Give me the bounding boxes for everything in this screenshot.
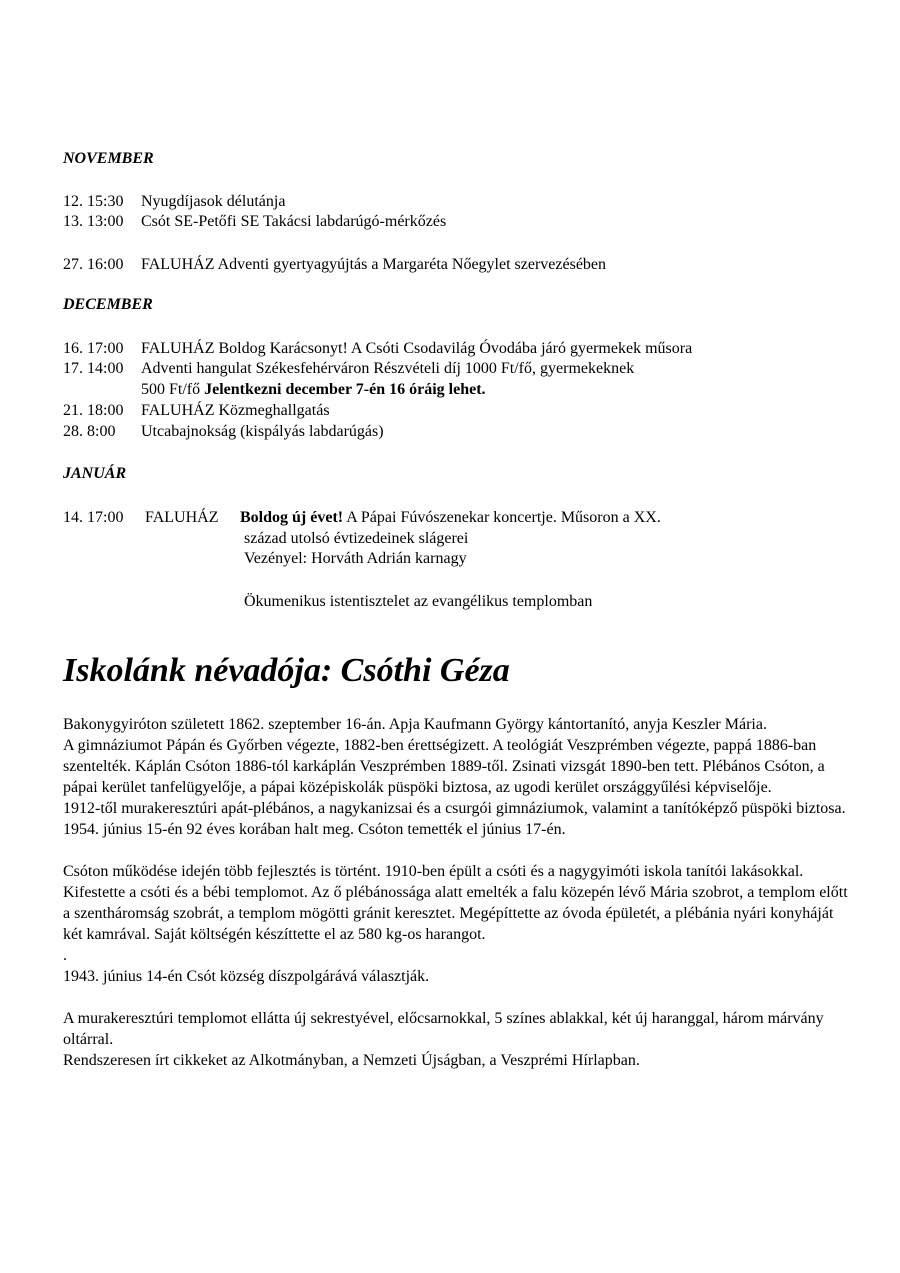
event-place: FALUHÁZ (145, 509, 219, 526)
section-title: Iskolánk névadója: Csóthi Géza (63, 652, 510, 689)
event-row (63, 422, 384, 442)
event-text-line: Vezényel: Horváth Adrián karnagy (244, 550, 467, 567)
event-text: 500 Ft/fő (141, 381, 205, 398)
event-row (63, 401, 330, 421)
bio-paragraph: A gimnáziumot Pápán és Győrben végezte, 1882-ben érettségizett. A teológiát Veszprémben végezte, pappá 1886-ban szentelték. Káplán Csóton 1886-tól karkáplán Veszprémben 1889-től. Zsinati vizsgát 1890-ben tett. Plébános Csóton, a pápai kerület tanfelügyelője, a pápai középiskolák püspöki biztosa, az ugodi kerület országgyűlési képviselője. (63, 737, 825, 796)
event-text: FALUHÁZ Közmeghallgatás (141, 402, 330, 419)
biography-text (63, 714, 853, 1071)
event-date: 28. 8:00 (63, 423, 116, 440)
event-text: FALUHÁZ Boldog Karácsonyt! A Csóti Csodavilág Óvodába járó gyermekek műsora (141, 340, 693, 357)
event-row (63, 359, 634, 379)
event-row (63, 192, 285, 212)
event-text: Utcabajnokság (kispályás labdarúgás) (141, 423, 384, 440)
event-text-line: század utolsó évtizedeinek slágerei (244, 530, 469, 547)
event-text-line: Ökumenikus istentisztelet az evangélikus templomban (244, 593, 593, 610)
event-date: 21. 18:00 (63, 402, 124, 419)
event-text: A Pápai Fúvószenekar koncertje. Műsoron a XX. (343, 509, 661, 526)
event-row (63, 255, 606, 275)
event-text: Nyugdíjasok délutánja (141, 193, 286, 210)
bio-paragraph: 1943. június 14-én Csót község díszpolgárává választják. (63, 968, 430, 985)
bio-paragraph: . (63, 947, 67, 964)
event-date: 17. 14:00 (63, 360, 124, 377)
month-heading-november: NOVEMBER (63, 150, 154, 167)
event-text: FALUHÁZ Adventi gyertyagyújtás a Margaréta Nőegylet szervezésében (141, 256, 607, 273)
bio-paragraph: 1912-től murakeresztúri apát-plébános, a nagykanizsai és a csurgói gimnáziumok, valamint a tanítóképző püspöki biztosa. (63, 800, 846, 817)
bio-paragraph: 1954. június 15-én 92 éves korában halt meg. Csóton temették el június 17-én. (63, 821, 566, 838)
event-title-bold: Boldog új évet! (240, 509, 344, 526)
event-row (63, 212, 446, 232)
event-text: Adventi hangulat Székesfehérváron Részvételi díj 1000 Ft/fő, gyermekeknek (141, 360, 635, 377)
bio-paragraph: Rendszeresen írt cikkeket az Alkotmányban, a Nemzeti Újságban, a Veszprémi Hírlapban. (63, 1052, 640, 1069)
bio-paragraph: Csóton működése idején több fejlesztés is történt. 1910-ben épült a csóti és a nagygyimóti iskola tanítói lakásokkal. Kifestette a csóti és a bébi templomot. Az ő plébánossága alatt emelték a falu közepén lévő Mária szobrot, a templom előtt a szentháromság szobrát, a templom mögötti gránit keresztet. Megépíttette az óvoda épületét, a plébánia nyári konyháját két kamrával. Saját költségén készíttette el az 580 kg-os harangot. (63, 863, 848, 943)
bio-paragraph: Bakonygyiróton született 1862. szeptember 16-án. Apja Kaufmann György kántortanító, anyja Keszler Mária. (63, 716, 767, 733)
event-row-continuation (63, 380, 486, 400)
event-row (63, 339, 692, 359)
bio-paragraph: A murakeresztúri templomot ellátta új sekrestyével, előcsarnokkal, 5 színes ablakkal, két új haranggal, három márvány oltárral. (63, 1010, 824, 1048)
event-date: 13. 13:00 (63, 213, 124, 230)
registration-deadline: Jelentkezni december 7-én 16 óráig lehet. (204, 381, 486, 398)
month-heading-january: JANUÁR (63, 465, 127, 482)
event-date: 16. 17:00 (63, 340, 124, 357)
event-date: 27. 16:00 (63, 256, 124, 273)
event-date: 14. 17:00 (63, 509, 124, 526)
event-text: Csót SE-Petőfi SE Takácsi labdarúgó-mérkőzés (141, 213, 447, 230)
month-heading-december: DECEMBER (63, 296, 153, 313)
event-date: 12. 15:30 (63, 193, 124, 210)
